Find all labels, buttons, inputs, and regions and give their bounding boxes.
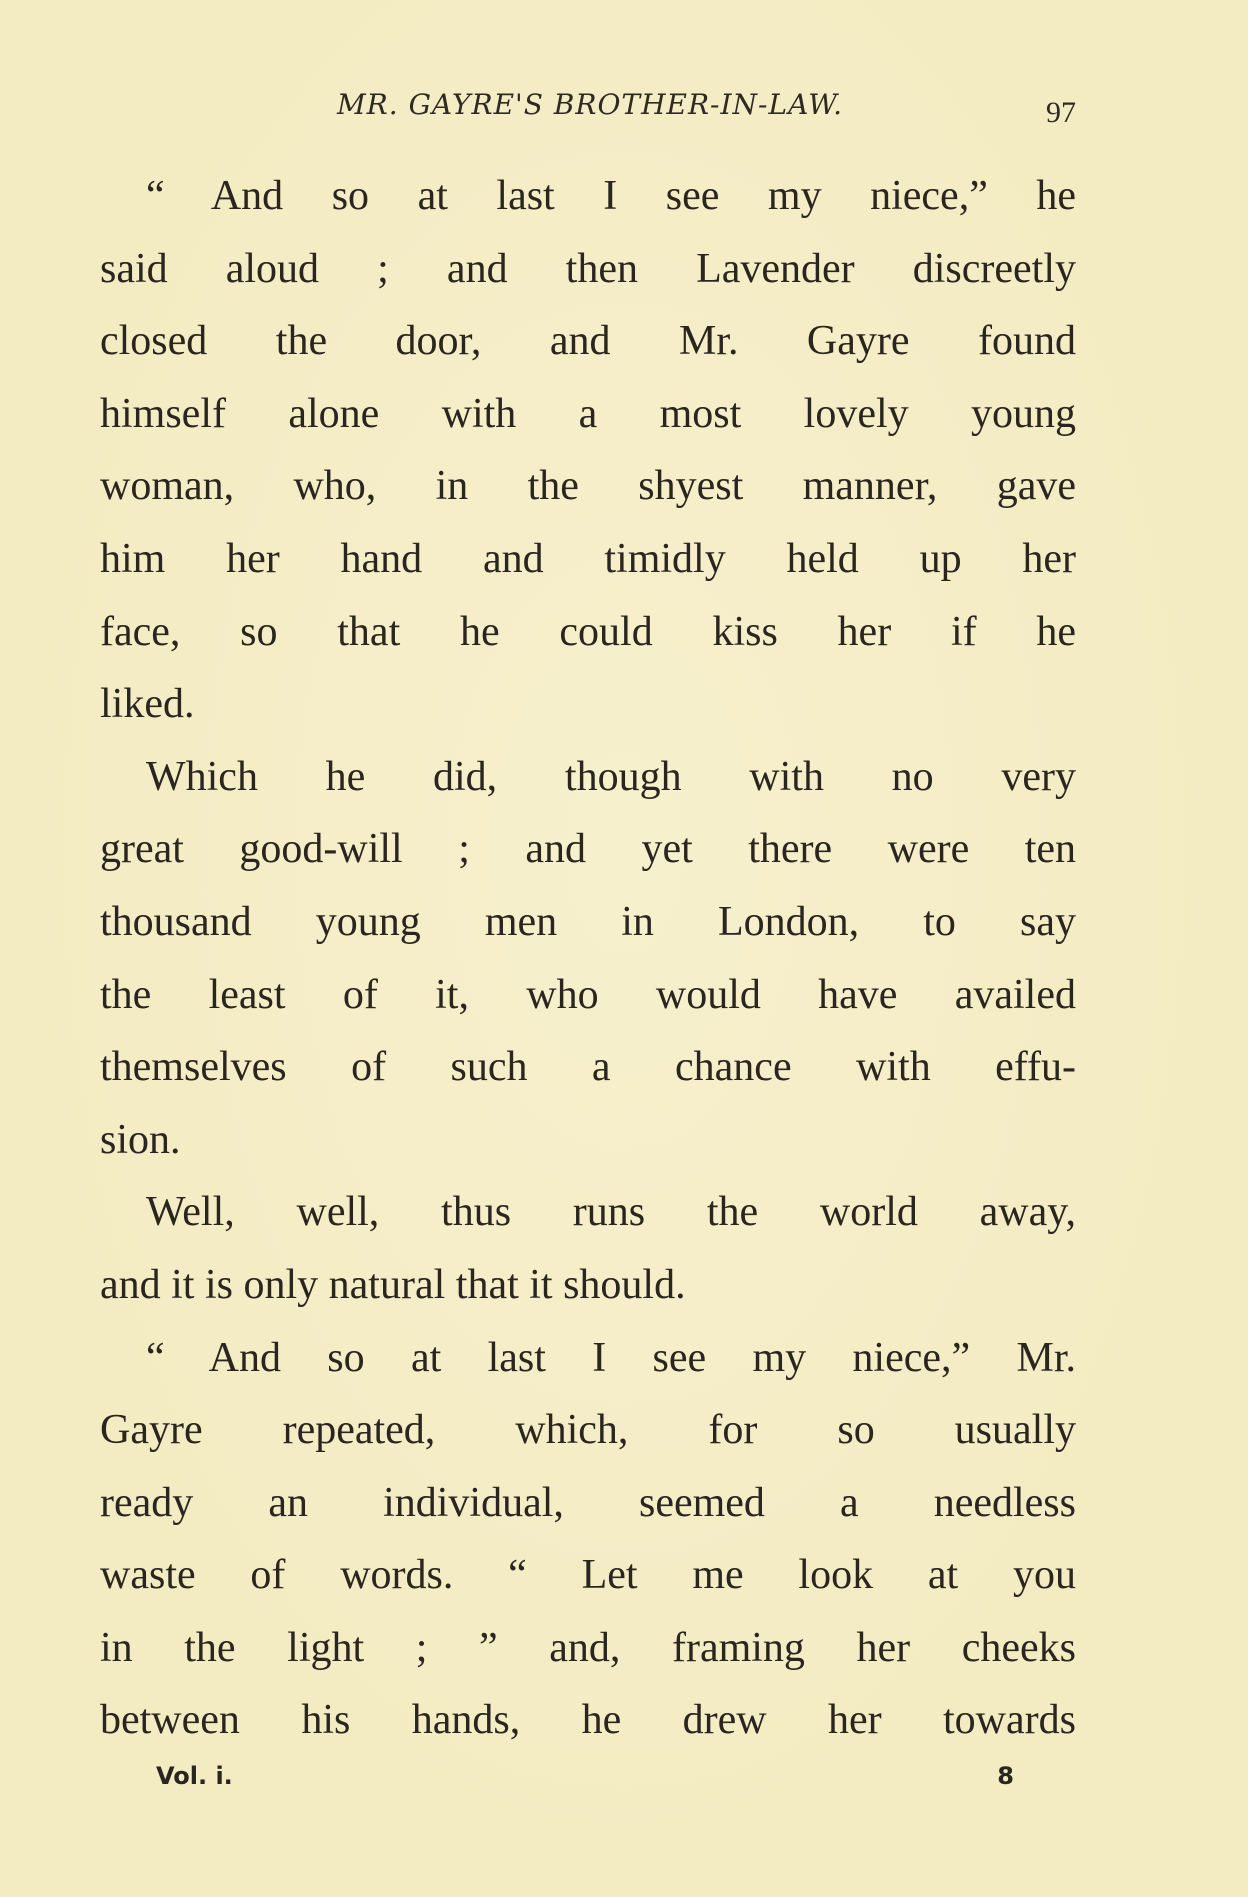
text-line: Gayre repeated, which, for so usually [100, 1407, 1076, 1454]
page-footer [156, 1762, 1014, 1802]
text-line: closed the door, and Mr. Gayre found [100, 318, 1076, 365]
text-line: and it is only natural that it should. [100, 1261, 686, 1308]
text-line: himself alone with a most lovely young [100, 390, 1076, 437]
body-text [100, 160, 1076, 1757]
text-line: him her hand and timidly held up her [100, 535, 1076, 582]
running-head [100, 88, 1080, 138]
text-line: Well, well, thus runs the world away, [146, 1189, 1076, 1236]
volume-mark: Vol. i. [156, 1762, 233, 1790]
text-line: ready an individual, seemed a needless [100, 1479, 1076, 1526]
text-line: great good-will ; and yet there were ten [100, 826, 1076, 873]
text-line: waste of words. “ Let me look at you [100, 1552, 1076, 1599]
text-line: thousand young men in London, to say [100, 898, 1076, 945]
text-line: Which he did, though with no very [146, 753, 1076, 800]
text-line: between his hands, he drew her towards [100, 1697, 1076, 1744]
text-line: face, so that he could kiss her if he [100, 608, 1076, 655]
text-line: in the light ; ” and, framing her cheeks [100, 1624, 1076, 1671]
page-number: 97 [1046, 96, 1076, 129]
text-line: sion. [100, 1116, 181, 1163]
text-line: “ And so at last I see my niece,” Mr. [146, 1334, 1076, 1381]
text-line: the least of it, who would have availed [100, 971, 1076, 1018]
text-line: said aloud ; and then Lavender discreetly [100, 245, 1076, 292]
signature-mark: 8 [997, 1762, 1014, 1790]
text-line: “ And so at last I see my niece,” he [146, 173, 1076, 219]
text-line: woman, who, in the shyest manner, gave [100, 463, 1076, 510]
text-line: liked. [100, 681, 195, 728]
text-line: themselves of such a chance with effu- [100, 1044, 1076, 1091]
running-title: MR. GAYRE'S BROTHER-IN-LAW. [337, 88, 843, 121]
